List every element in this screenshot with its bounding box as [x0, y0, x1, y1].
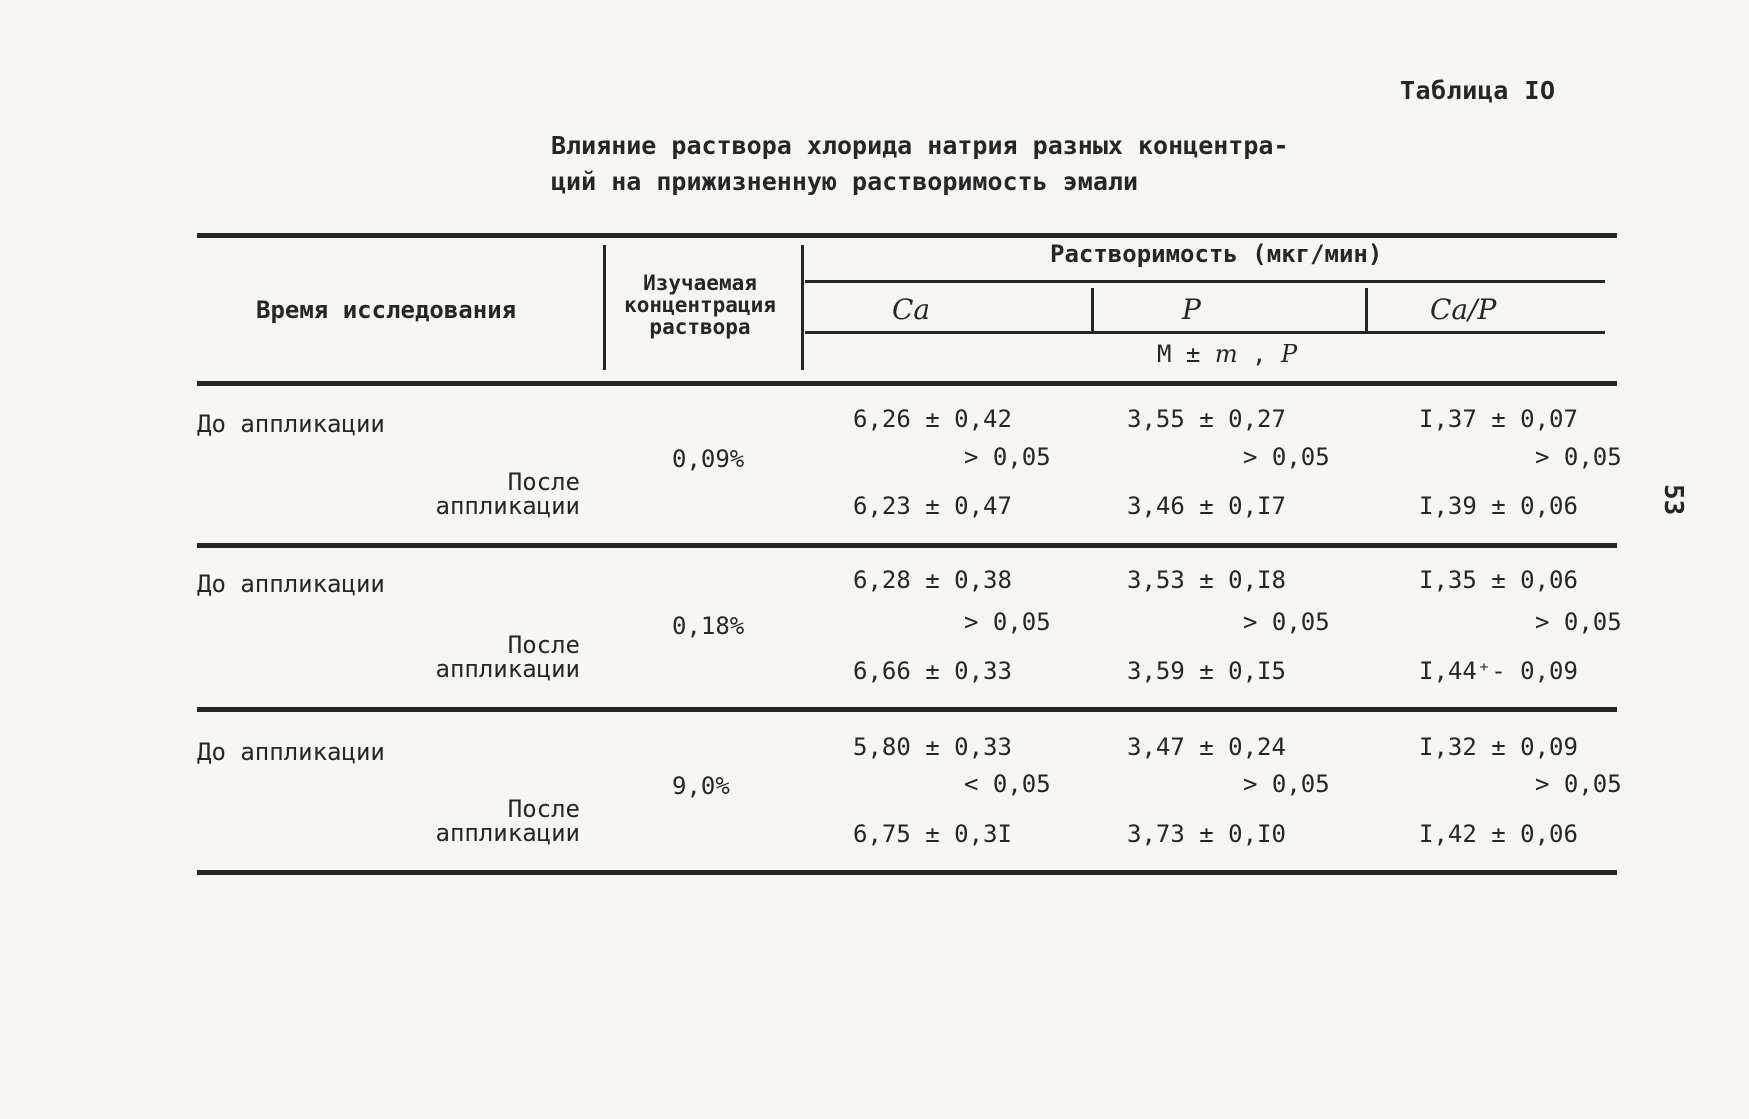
table-top-rule [197, 233, 1617, 238]
group-3-after-label: После аппликации [435, 795, 580, 847]
stat-separator: , [1252, 340, 1267, 368]
group-1-after-label: После аппликации [435, 468, 580, 520]
group-3-concentration: 9,0% [672, 772, 730, 800]
group-1-before-p: 3,55 ± 0,27 [1127, 405, 1286, 433]
group-2-after-label: После аппликации [435, 631, 580, 683]
group-1-rule [197, 543, 1617, 548]
group-2-after-cap: I,44⁺- 0,09 [1419, 657, 1578, 685]
title-line-2: ций на прижизненную растворимость эмали [551, 167, 1138, 196]
table-number: Таблица IO [1400, 76, 1556, 105]
group-2-p-p: > 0,05 [1243, 608, 1330, 636]
table-title [551, 128, 1289, 200]
group-1-after-p: 3,46 ± 0,I7 [1127, 492, 1286, 520]
stat-p: P [1280, 340, 1298, 368]
title-line-1: Влияние раствора хлорида натрия разных концентра- [551, 131, 1289, 160]
header-divider-right [801, 245, 804, 370]
group-2-after-ca: 6,66 ± 0,33 [853, 657, 1012, 685]
group-3-before-ca: 5,80 ± 0,33 [853, 733, 1012, 761]
group-3-before-label: До аппликации [197, 738, 385, 766]
group-3-after-cap: I,42 ± 0,06 [1419, 820, 1578, 848]
group-2-after-p: 3,59 ± 0,I5 [1127, 657, 1286, 685]
group-1-p-cap: > 0,05 [1535, 443, 1622, 471]
group-3-after-ca: 6,75 ± 0,3I [853, 820, 1012, 848]
group-2-before-cap: I,35 ± 0,06 [1419, 566, 1578, 594]
group-2-before-ca: 6,28 ± 0,38 [853, 566, 1012, 594]
stat-plus-minus: ± [1185, 340, 1201, 368]
group-1-before-ca: 6,26 ± 0,42 [853, 405, 1012, 433]
group-3-after-p: 3,73 ± 0,I0 [1127, 820, 1286, 848]
group-1-after-cap: I,39 ± 0,06 [1419, 492, 1578, 520]
group-3-p-ca: < 0,05 [964, 770, 1051, 798]
group-2-before-p: 3,53 ± 0,I8 [1127, 566, 1286, 594]
group-2-before-label: До аппликации [197, 570, 385, 598]
p-cap-divider [1365, 288, 1368, 332]
group-2-concentration: 0,18% [672, 612, 745, 640]
header-concentration: Изучаемая концентрация раствора [624, 271, 776, 339]
header-ca: Ca [892, 293, 931, 326]
solubility-rule [805, 280, 1605, 283]
group-3-p-p: > 0,05 [1243, 770, 1330, 798]
group-1-p-p: > 0,05 [1243, 443, 1330, 471]
header-stat [1157, 340, 1297, 368]
header-p: P [1182, 293, 1201, 326]
stat-m-error: m [1214, 340, 1238, 368]
group-1-after-ca: 6,23 ± 0,47 [853, 492, 1012, 520]
group-1-before-label: До аппликации [197, 410, 385, 438]
group-1-before-cap: I,37 ± 0,07 [1419, 405, 1578, 433]
group-3-p-cap: > 0,05 [1535, 770, 1622, 798]
group-1-p-ca: > 0,05 [964, 443, 1051, 471]
stat-m: M [1157, 340, 1172, 368]
header-time: Время исследования [256, 296, 517, 324]
ca-p-divider [1091, 288, 1094, 332]
sub-header-rule [805, 331, 1605, 334]
group-3-before-cap: I,32 ± 0,09 [1419, 733, 1578, 761]
header-ca-p: Ca/P [1430, 293, 1497, 326]
page-number: 53 [1658, 484, 1688, 516]
group-1-concentration: 0,09% [672, 445, 745, 473]
group-2-p-ca: > 0,05 [964, 608, 1051, 636]
group-2-rule [197, 707, 1617, 712]
table-bottom-rule [197, 870, 1617, 875]
header-bottom-rule [197, 381, 1617, 386]
group-3-before-p: 3,47 ± 0,24 [1127, 733, 1286, 761]
group-2-p-cap: > 0,05 [1535, 608, 1622, 636]
header-solubility: Растворимость (мкг/мин) [1050, 240, 1383, 268]
